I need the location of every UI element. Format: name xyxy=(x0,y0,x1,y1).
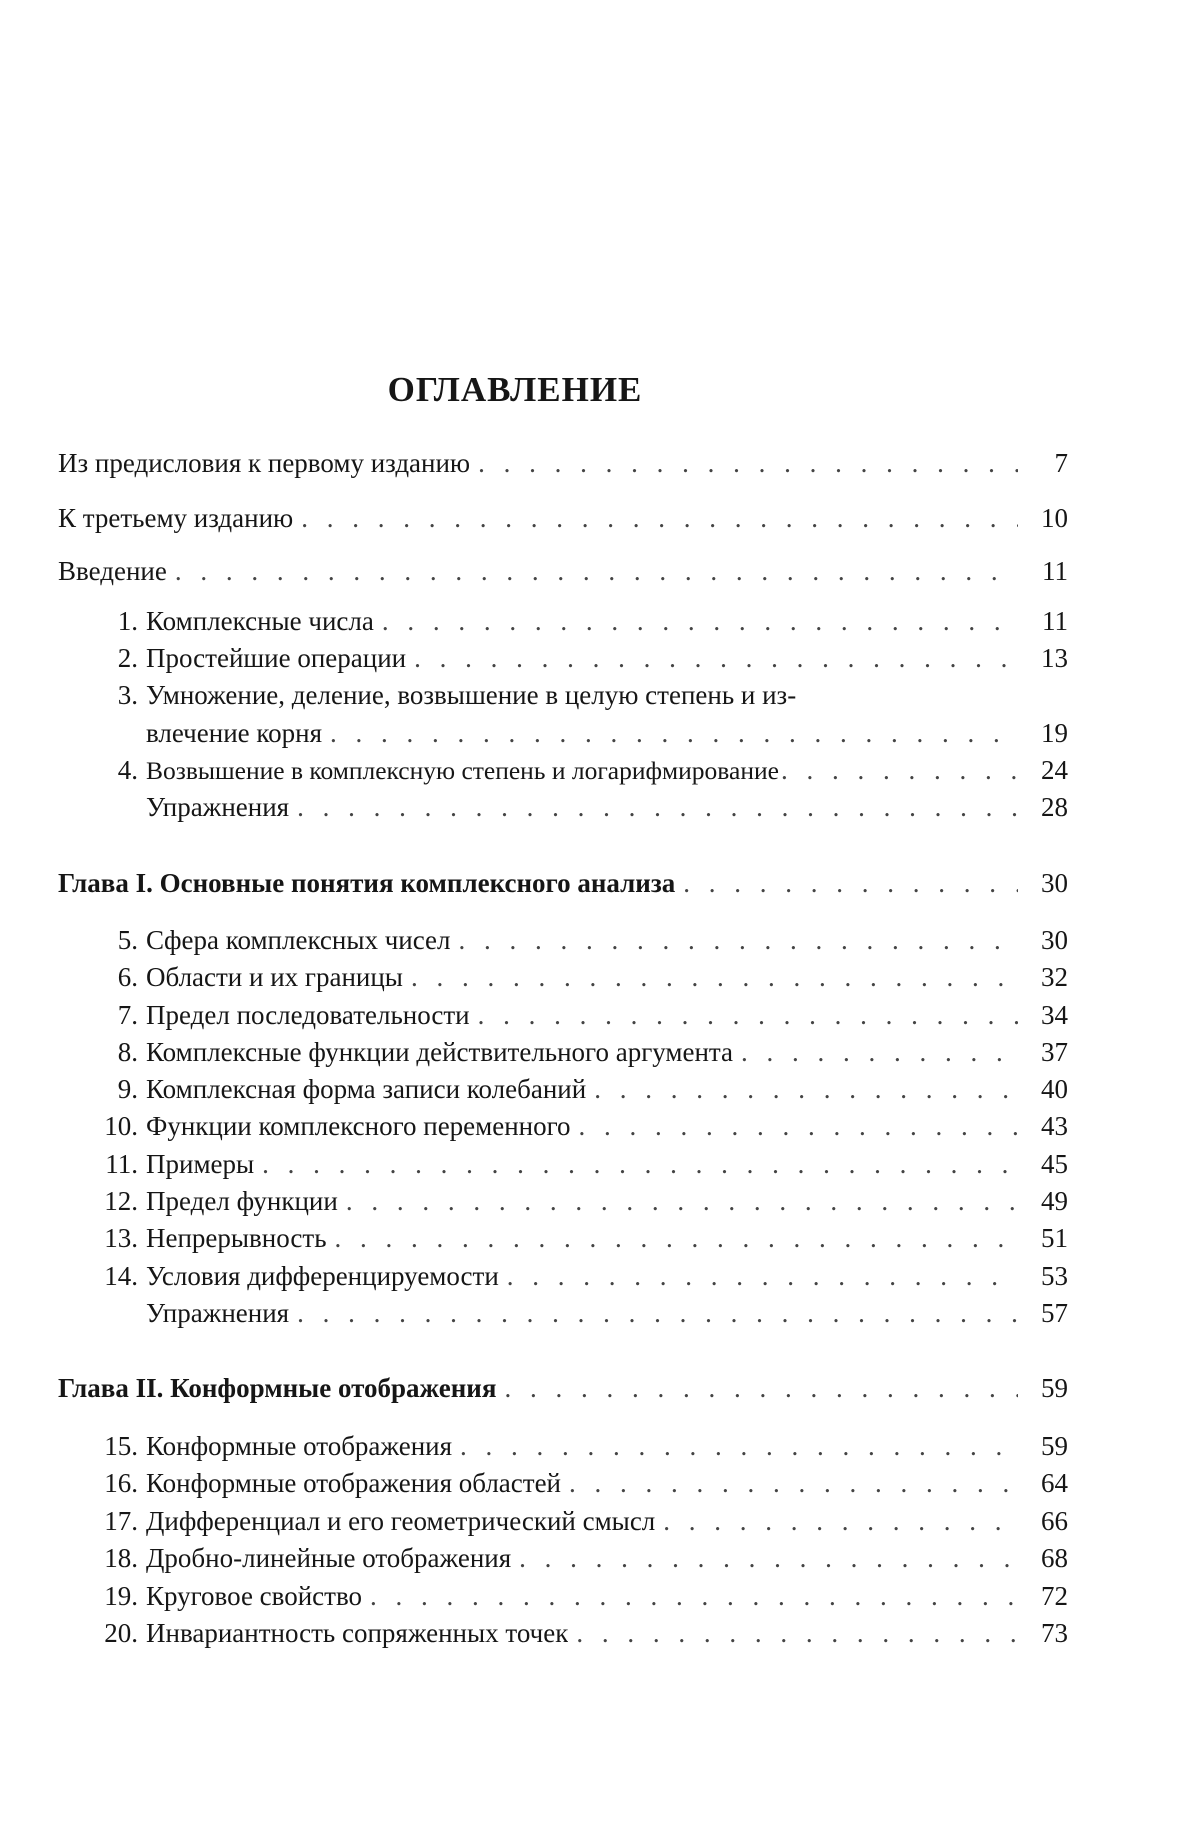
toc-entry-section xyxy=(58,1540,1068,1576)
toc-entry-text: Предел функции xyxy=(146,1186,338,1216)
leader-dots xyxy=(504,1370,1018,1406)
toc-entry-section xyxy=(58,640,1068,676)
toc-section-number: 6. xyxy=(117,962,138,992)
leader-dots xyxy=(335,1220,1018,1256)
toc-entry-text: К третьему изданию xyxy=(58,503,294,533)
toc-page-number: 40 xyxy=(1041,1074,1068,1104)
toc-entry-text: Упражнения xyxy=(146,1298,290,1328)
leader-dots xyxy=(579,1108,1018,1144)
toc-entry-text: Функции комплексного переменного xyxy=(146,1111,571,1141)
toc-section-number: 1. xyxy=(117,606,138,636)
leader-dots xyxy=(175,553,1018,589)
toc-entry-text: Из предисловия к первому изданию xyxy=(58,448,471,478)
leader-dots xyxy=(478,997,1018,1033)
toc-chapter-heading xyxy=(58,1370,1068,1406)
toc-page-number: 30 xyxy=(1041,925,1068,955)
toc-entry-text: Предел последовательности xyxy=(146,1000,470,1030)
toc-page-number: 66 xyxy=(1041,1506,1068,1536)
toc-page-number: 28 xyxy=(1041,792,1068,822)
toc-entry-text: Комплексные числа xyxy=(146,606,374,636)
toc-entry-text: Комплексная форма записи колебаний xyxy=(146,1074,587,1104)
toc-entry-text: Условия дифференцируемости xyxy=(146,1261,499,1291)
toc-chapter-text: Глава I. Основные понятия комплексного анализа xyxy=(58,868,676,898)
toc-page-number: 32 xyxy=(1041,962,1068,992)
toc-section-number: 4. xyxy=(117,755,138,785)
toc-section-number: 16. xyxy=(104,1468,138,1498)
toc-entry-text: Области и их границы xyxy=(146,962,403,992)
toc-section-number: 15. xyxy=(104,1431,138,1461)
leader-dots xyxy=(370,1578,1018,1614)
toc-page-number: 59 xyxy=(1041,1431,1068,1461)
toc-page-number: 51 xyxy=(1041,1223,1068,1253)
leader-dots xyxy=(741,1034,1018,1070)
leader-dots xyxy=(297,1295,1018,1331)
toc-chapter-heading xyxy=(58,865,1068,901)
toc-entry-section xyxy=(58,1428,1068,1464)
leader-dots xyxy=(576,1615,1018,1651)
toc-page-number: 49 xyxy=(1041,1186,1068,1216)
toc-section-number: 8. xyxy=(117,1037,138,1067)
toc-entry-text: Комплексные функции действительного аргумента xyxy=(146,1037,734,1067)
toc-entry-introduction xyxy=(58,553,1068,589)
toc-page-number: 30 xyxy=(1041,868,1068,898)
leader-dots xyxy=(507,1258,1018,1294)
toc-page-number: 19 xyxy=(1041,718,1068,748)
toc-page-number: 34 xyxy=(1041,1000,1068,1030)
leader-dots xyxy=(297,789,1018,825)
toc-page-number: 68 xyxy=(1041,1543,1068,1573)
toc-entry-section xyxy=(58,677,1068,713)
toc-section-number: 3. xyxy=(117,680,138,710)
toc-section-number: 5. xyxy=(117,925,138,955)
leader-dots xyxy=(382,603,1018,639)
leader-dots xyxy=(459,922,1018,958)
leader-dots xyxy=(301,500,1018,536)
toc-entry-section xyxy=(58,1034,1068,1070)
toc-page-number: 64 xyxy=(1041,1468,1068,1498)
leader-dots xyxy=(478,445,1018,481)
toc-entry-section xyxy=(58,1108,1068,1144)
toc-page-number: 13 xyxy=(1041,643,1068,673)
leader-dots xyxy=(519,1540,1018,1576)
toc-entry-section xyxy=(58,1220,1068,1256)
leader-dots xyxy=(330,715,1018,751)
toc-section-number: 9. xyxy=(117,1074,138,1104)
toc-entry-third-edition xyxy=(58,500,1068,536)
toc-page-number: 73 xyxy=(1041,1618,1068,1648)
toc-page-number: 59 xyxy=(1041,1373,1068,1403)
toc-page-number: 7 xyxy=(1054,448,1068,478)
toc-entry-text: Сфера комплексных чисел xyxy=(146,925,451,955)
toc-entry-exercises xyxy=(58,1295,1068,1331)
leader-dots xyxy=(683,865,1018,901)
toc-entry-continuation xyxy=(58,715,1068,751)
toc-entry-text: Возвышение в комплексную степень и логарифмирование xyxy=(146,756,779,785)
toc-page-number: 10 xyxy=(1041,503,1068,533)
toc-section-number: 20. xyxy=(104,1618,138,1648)
toc-entry-text: Введение xyxy=(58,556,167,586)
toc-entry-text: Дифференциал и его геометрический смысл xyxy=(146,1506,656,1536)
toc-page-number: 37 xyxy=(1041,1037,1068,1067)
toc-entry-section xyxy=(58,959,1068,995)
leader-dots xyxy=(346,1183,1018,1219)
toc-entry-section xyxy=(58,997,1068,1033)
toc-entry-text: влечение корня xyxy=(146,718,322,748)
toc-page-number: 11 xyxy=(1042,606,1068,636)
toc-entry-text: Простейшие операции xyxy=(146,643,407,673)
toc-entry-section xyxy=(58,1465,1068,1501)
toc-section-number: 14. xyxy=(104,1261,138,1291)
toc-page-number: 45 xyxy=(1041,1149,1068,1179)
leader-dots xyxy=(411,959,1018,995)
toc-entry-text: Упражнения xyxy=(146,792,290,822)
page-title: ОГЛАВЛЕНИЕ xyxy=(387,370,643,409)
toc-section-number: 12. xyxy=(104,1186,138,1216)
toc-entry-preface xyxy=(58,445,1068,481)
toc-entry-text: Умножение, деление, возвышение в целую степень и из- xyxy=(146,680,797,710)
toc-page-number: 43 xyxy=(1041,1111,1068,1141)
toc-entry-text: Конформные отображения областей xyxy=(146,1468,562,1498)
toc-entry-section xyxy=(58,752,1068,788)
toc-entry-text: Конформные отображения xyxy=(146,1431,453,1461)
leader-dots xyxy=(594,1071,1018,1107)
toc-entry-section xyxy=(58,1615,1068,1651)
toc-section-number: 13. xyxy=(104,1223,138,1253)
toc-section-number: 17. xyxy=(104,1506,138,1536)
toc-entry-text: Дробно-линейные отображения xyxy=(146,1543,512,1573)
toc-page-number: 24 xyxy=(1041,755,1068,785)
toc-entry-section xyxy=(58,922,1068,958)
leader-dots xyxy=(569,1465,1018,1501)
toc-page-number: 72 xyxy=(1041,1581,1068,1611)
toc-section-number: 19. xyxy=(104,1581,138,1611)
toc-entry-exercises xyxy=(58,789,1068,825)
toc-entry-section xyxy=(58,603,1068,639)
toc-section-number: 2. xyxy=(117,643,138,673)
toc-section-number: 7. xyxy=(117,1000,138,1030)
toc-entry-section xyxy=(58,1146,1068,1182)
leader-dots xyxy=(781,752,1024,788)
toc-section-number: 11. xyxy=(105,1149,138,1179)
leader-dots xyxy=(460,1428,1018,1464)
toc-entry-text: Примеры xyxy=(146,1149,255,1179)
toc-section-number: 10. xyxy=(104,1111,138,1141)
toc-entry-text: Круговое свойство xyxy=(146,1581,363,1611)
toc-page-number: 11 xyxy=(1042,556,1068,586)
toc-page-number: 53 xyxy=(1041,1261,1068,1291)
toc-entry-text: Инвариантность сопряженных точек xyxy=(146,1618,569,1648)
toc-page-number: 57 xyxy=(1041,1298,1068,1328)
toc-chapter-text: Глава II. Конформные отображения xyxy=(58,1373,497,1403)
leader-dots xyxy=(262,1146,1018,1182)
toc-entry-section xyxy=(58,1258,1068,1294)
toc-entry-section xyxy=(58,1071,1068,1107)
toc-entry-text: Непрерывность xyxy=(146,1223,327,1253)
toc-entry-section xyxy=(58,1578,1068,1614)
toc-entry-section xyxy=(58,1503,1068,1539)
toc-entry-section xyxy=(58,1183,1068,1219)
toc-section-number: 18. xyxy=(104,1543,138,1573)
leader-dots xyxy=(414,640,1018,676)
leader-dots xyxy=(663,1503,1018,1539)
